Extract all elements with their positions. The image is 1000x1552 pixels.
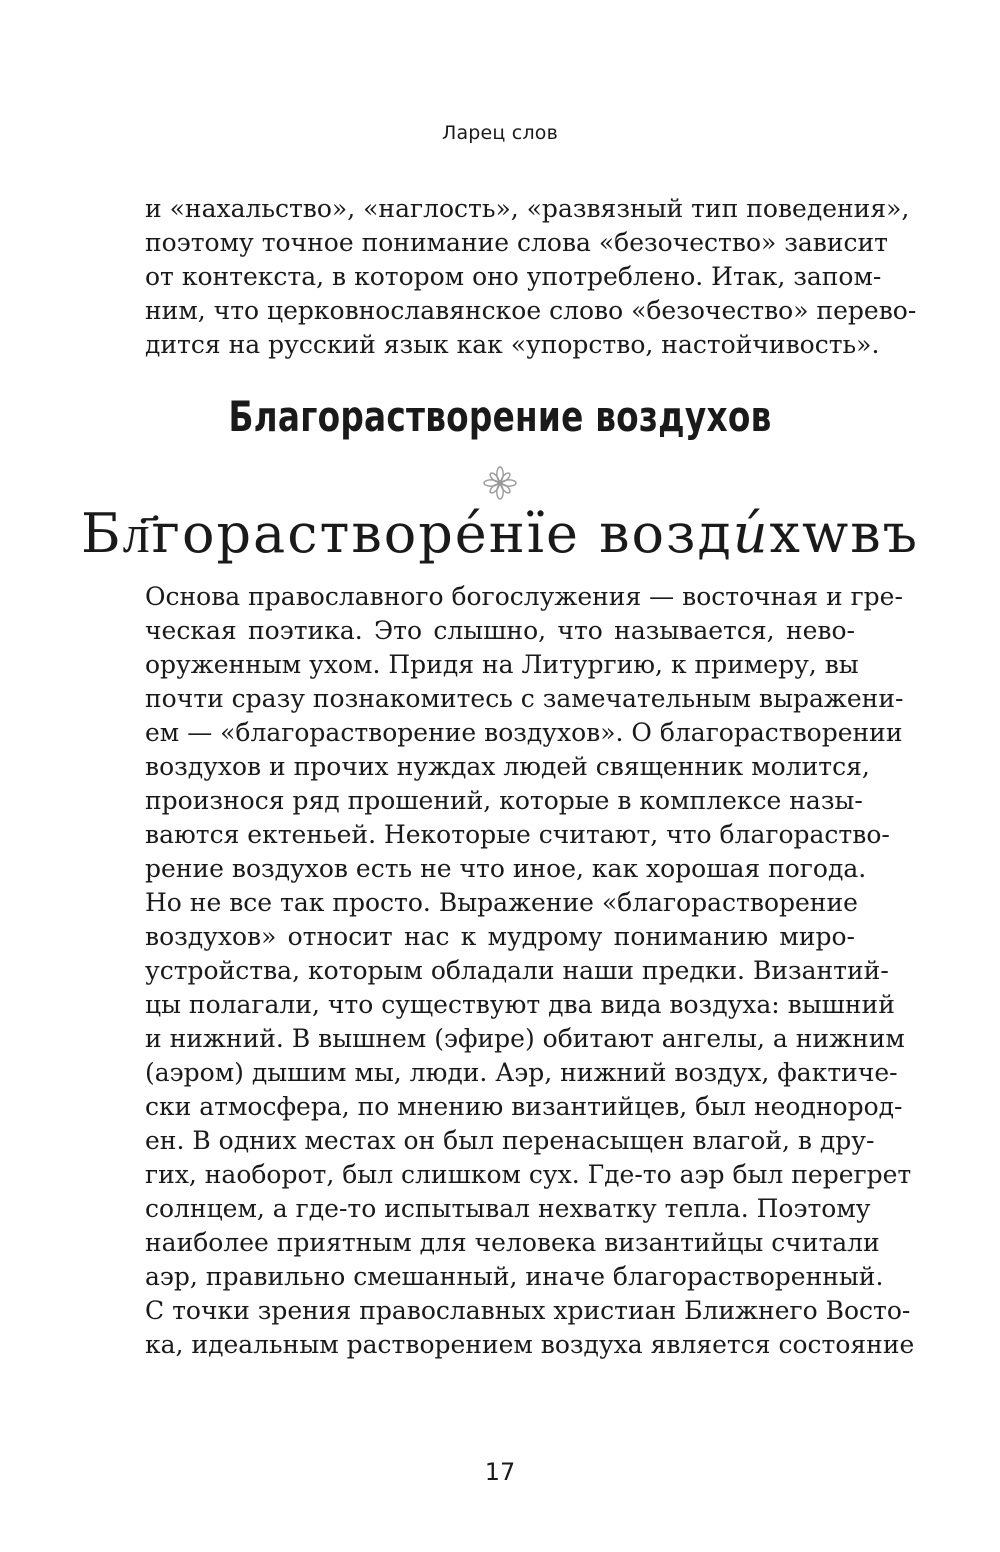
text-line: ческая поэтика. Это слышно, что называется, нево- [145, 616, 855, 645]
text-line: Основа православного богослужения — восточная и гре- [145, 582, 903, 611]
text-line: произнося ряд прошений, которые в комплексе назы- [145, 786, 863, 815]
text-line: и нижний. В вышнем (эфире) обитают ангелы, а нижним [145, 1024, 905, 1053]
text-line: ен. В одних местах он был перенасыщен влагой, в дру- [145, 1126, 875, 1155]
text-line: гих, наоборот, был слишком сух. Где-то аэр был перегрет [145, 1160, 912, 1189]
text-line: оруженным ухом. Придя на Литургию, к примеру, вы [145, 650, 859, 679]
text-line: наиболее приятным для человека византийцы считали [145, 1228, 880, 1257]
flower-ornament-icon [476, 463, 524, 503]
text-line: аэр, правильно смешанный, иначе благорастворенный. [145, 1262, 884, 1291]
text-line: ка, идеальным растворением воздуха является состояние [145, 1330, 915, 1359]
section-heading-slavonic: Бл҃горастворе́нїе возд𝑢́хwвъ [81, 502, 919, 565]
text-line: Но не все так просто. Выражение «благорастворение [145, 888, 858, 917]
text-line: поэтому точное понимание слова «безочество» зависит [145, 228, 889, 257]
intro-paragraph [145, 192, 917, 362]
text-line: С точки зрения православных христиан Ближнего Восто- [145, 1296, 911, 1325]
page-number: 17 [484, 1458, 516, 1486]
text-line: ваются ектеньей. Некоторые считают, что благораство- [145, 820, 890, 849]
text-line: устройства, которым обладали наши предки. Византий- [145, 956, 889, 985]
text-line: и «нахальство», «наглость», «развязный тип поведения», [145, 194, 910, 223]
text-line: ски атмосфера, по мнению византийцев, был неоднород- [145, 1092, 903, 1121]
text-line: дится на русский язык как «упорство, настойчивость». [145, 330, 880, 359]
text-line: цы полагали, что существуют два вида воздуха: вышний [145, 990, 895, 1019]
text-line: ем — «благорастворение воздухов». О благорастворении [145, 718, 903, 747]
text-line: солнцем, а где-то испытывал нехватку тепла. Поэтому [145, 1194, 871, 1223]
text-line: от контекста, в котором оно употреблено. Итак, запом- [145, 262, 882, 291]
section-heading: Благорастворение воздухов [228, 392, 772, 441]
text-line: (аэром) дышим мы, люди. Аэр, нижний воздух, фактиче- [145, 1058, 898, 1087]
body-paragraph [145, 580, 915, 1362]
text-line: воздухов и прочих нуждах людей священник молится, [145, 752, 870, 781]
text-line: рение воздухов есть не что иное, как хорошая погода. [145, 854, 867, 883]
text-line: воздухов» относит нас к мудрому пониманию миро- [145, 922, 855, 951]
text-line: почти сразу познакомитесь с замечательным выражени- [145, 684, 904, 713]
text-line: ним, что церковнославянское слово «безочество» перево- [145, 296, 917, 325]
running-head: Ларец слов [441, 122, 559, 144]
